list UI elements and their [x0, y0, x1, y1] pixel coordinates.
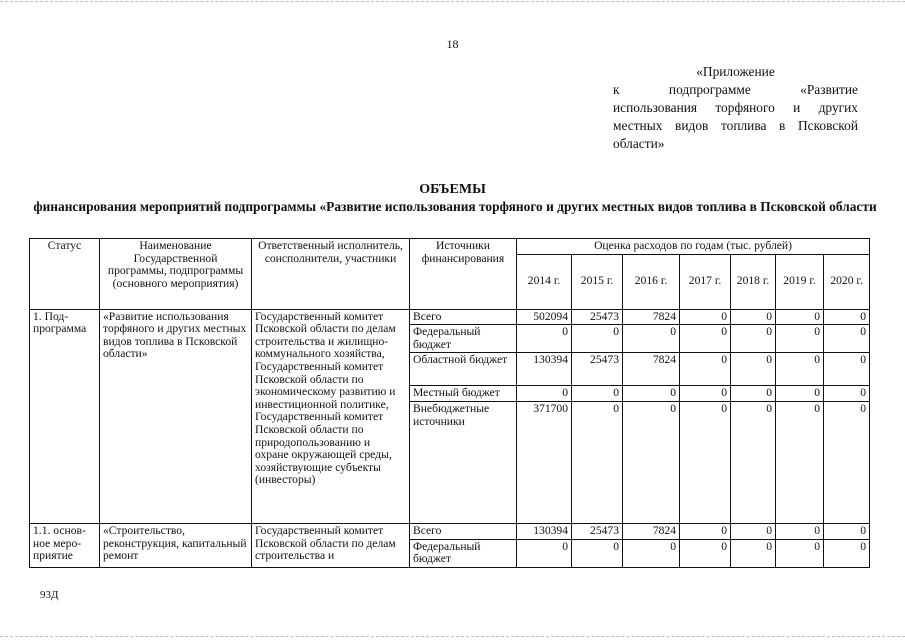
cell-value: 25473: [572, 523, 623, 539]
cell-status: 1. Под-программа: [30, 309, 100, 523]
cell-value: 0: [824, 309, 870, 325]
document-subtitle: финансирования мероприятий подпрограммы «Развитие использования торфяного и других местных видов топлива в Псковской области: [33, 199, 877, 214]
scan-edge-top: [0, 1, 905, 2]
cell-value: 0: [731, 309, 776, 325]
cell-source: Местный бюджет: [410, 386, 517, 402]
cell-source: Внебюджетные источники: [410, 401, 517, 523]
cell-value: 502094: [517, 309, 572, 325]
cell-value: 0: [680, 353, 731, 386]
appendix-line-rest: использования торфяного и других местных видов топлива в Псковской области»: [613, 100, 858, 151]
header-sources: Источники финансирования: [410, 239, 517, 310]
header-year: 2014 г.: [517, 254, 572, 309]
cell-value: 0: [824, 539, 870, 567]
cell-value: 0: [824, 353, 870, 386]
cell-value: 0: [824, 325, 870, 353]
cell-value: 0: [572, 325, 623, 353]
header-year: 2019 г.: [776, 254, 824, 309]
cell-value: 0: [824, 401, 870, 523]
cell-value: 0: [731, 401, 776, 523]
cell-value: 0: [517, 325, 572, 353]
cell-value: 0: [731, 325, 776, 353]
cell-value: 0: [623, 401, 680, 523]
cell-responsible: Государственный комитет Псковской области по делам строительства и: [252, 523, 410, 567]
cell-value: 7824: [623, 523, 680, 539]
document-title: ОБЪЕМЫ: [419, 182, 486, 197]
cell-source: Всего: [410, 523, 517, 539]
cell-value: 7824: [623, 309, 680, 325]
cell-value: 0: [623, 325, 680, 353]
page-number: 18: [446, 37, 459, 51]
cell-value: 0: [731, 353, 776, 386]
header-year: 2020 г.: [824, 254, 870, 309]
cell-value: 0: [776, 386, 824, 402]
header-name: Наименование Государственной программы, подпрограммы (основного мероприятия): [100, 239, 252, 310]
cell-value: 0: [572, 386, 623, 402]
cell-source: Областной бюджет: [410, 353, 517, 386]
cell-value: 0: [776, 539, 824, 567]
cell-value: 0: [680, 539, 731, 567]
cell-name: «Развитие использования торфяного и других местных видов топлива в Псковской области»: [100, 309, 252, 523]
cell-value: 7824: [623, 353, 680, 386]
header-year: 2017 г.: [680, 254, 731, 309]
cell-status: 1.1. основ-ное меро-приятие: [30, 523, 100, 567]
financing-table: [29, 238, 870, 568]
cell-value: 0: [572, 539, 623, 567]
header-responsible: Ответственный исполнитель, соисполнители, участники: [252, 239, 410, 310]
cell-value: 0: [731, 539, 776, 567]
cell-responsible: Государственный комитет Псковской области по делам строительства и жилищно-коммунального хозяйства, Государственный комитет Псковской области по экономическому развитию и инвестиционной политике, Государственный комитет Псковской области по природопользованию и охране окружающей среды, хозяйствующие субъекты (инвесторы): [252, 309, 410, 523]
header-year: 2018 г.: [731, 254, 776, 309]
header-estimate: Оценка расходов по годам (тыс. рублей): [517, 239, 870, 255]
cell-value: 0: [824, 386, 870, 402]
cell-value: 0: [517, 539, 572, 567]
cell-source: Всего: [410, 309, 517, 325]
cell-value: 0: [680, 309, 731, 325]
cell-value: 0: [776, 523, 824, 539]
cell-value: 25473: [572, 309, 623, 325]
appendix-line-1: «Приложение: [696, 64, 775, 79]
cell-value: 130394: [517, 353, 572, 386]
scan-edge-bottom: [0, 636, 905, 637]
cell-value: 0: [623, 539, 680, 567]
cell-source: Федеральный бюджет: [410, 539, 517, 567]
table-row: [30, 523, 870, 539]
cell-value: 130394: [517, 523, 572, 539]
cell-name: «Строительство, реконструкция, капитальный ремонт: [100, 523, 252, 567]
cell-value: 0: [572, 401, 623, 523]
cell-value: 0: [731, 523, 776, 539]
header-year: 2016 г.: [623, 254, 680, 309]
header-year: 2015 г.: [572, 254, 623, 309]
cell-value: 0: [731, 386, 776, 402]
cell-value: 0: [517, 386, 572, 402]
cell-value: 0: [776, 325, 824, 353]
cell-value: 0: [623, 386, 680, 402]
cell-value: 25473: [572, 353, 623, 386]
cell-value: 371700: [517, 401, 572, 523]
cell-value: 0: [680, 325, 731, 353]
header-status: Статус: [30, 239, 100, 310]
cell-source: Федеральный бюджет: [410, 325, 517, 353]
cell-value: 0: [680, 401, 731, 523]
cell-value: 0: [680, 386, 731, 402]
appendix-note: [613, 63, 858, 153]
cell-value: 0: [824, 523, 870, 539]
cell-value: 0: [776, 353, 824, 386]
cell-value: 0: [776, 401, 824, 523]
cell-value: 0: [776, 309, 824, 325]
table-row: [30, 309, 870, 325]
cell-value: 0: [680, 523, 731, 539]
footer-code: 93Д: [40, 589, 59, 601]
appendix-line-2: к подпрограмме «Развитие: [613, 82, 858, 97]
